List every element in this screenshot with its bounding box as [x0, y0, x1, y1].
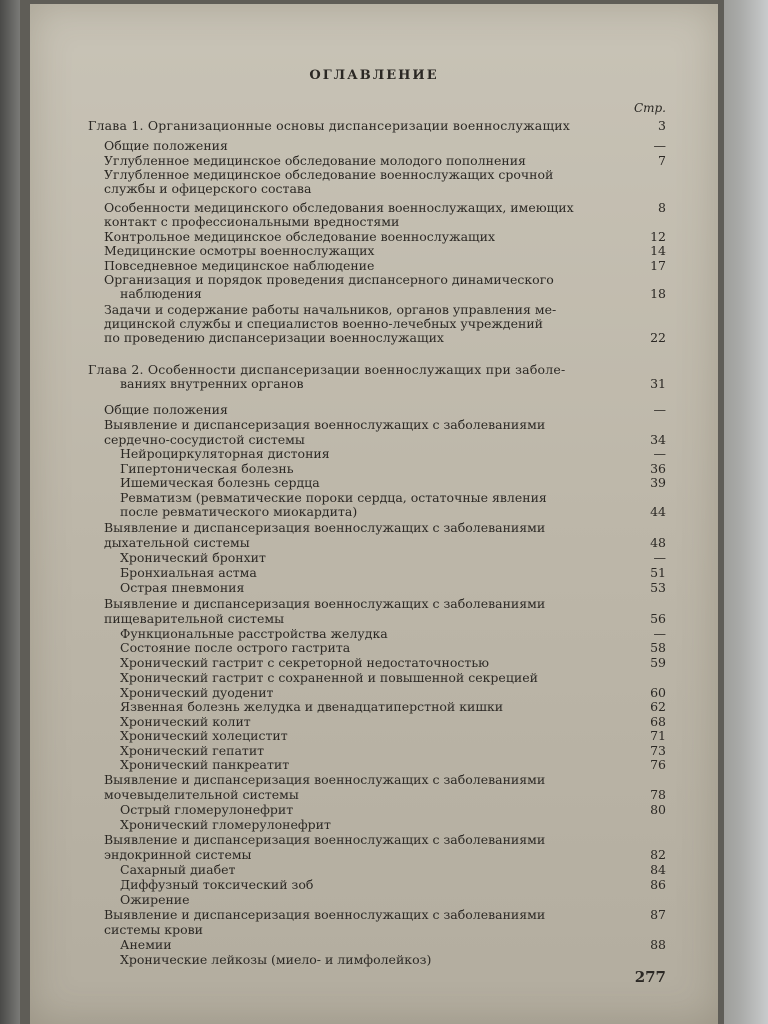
toc-entry-page-number: —: [653, 626, 666, 641]
toc-entry-text: Контрольное медицинское обследование военнослужащих: [104, 229, 496, 244]
toc-entry-text: после ревматического миокардита): [120, 504, 358, 519]
toc-entry-text: дыхательной системы: [104, 535, 250, 550]
toc-entry-page-number: 78: [650, 787, 666, 802]
toc-entry-text: Хронический холецистит: [120, 728, 288, 743]
toc-entry-text: Ишемическая болезнь сердца: [120, 475, 320, 490]
toc-entry-page-number: 48: [650, 535, 666, 550]
toc-entry-page-number: 14: [650, 243, 666, 258]
toc-entry-text: Острая пневмония: [120, 580, 245, 595]
toc-entry-text: ваниях внутренних органов: [120, 376, 304, 391]
toc-entry-text: Хронические лейкозы (миело- и лимфолейкоз): [120, 952, 432, 967]
toc-entry-text: Функциональные расстройства желудка: [120, 626, 388, 641]
book-page: [30, 4, 718, 1024]
toc-entry-text: Нейроциркуляторная дистония: [120, 446, 330, 461]
toc-entry-text: Острый гломерулонефрит: [120, 802, 294, 817]
toc-entry-text: Бронхиальная астма: [120, 565, 257, 580]
toc-entry-text: Выявление и диспансеризация военнослужащих с заболеваниями: [104, 772, 546, 787]
page-number: 277: [634, 968, 666, 986]
toc-entry-text: Диффузный токсический зоб: [120, 877, 314, 892]
toc-entry-text: Хронический гломерулонефрит: [120, 817, 331, 832]
toc-entry-page-number: 44: [650, 504, 666, 519]
toc-entry-text: Особенности медицинского обследования военнослужащих, имеющих: [104, 200, 574, 215]
toc-entry-page-number: 58: [650, 640, 666, 655]
toc-entry-text: Глава 1. Организационные основы диспансеризации военнослужащих: [88, 118, 571, 133]
toc-entry-page-number: 53: [650, 580, 666, 595]
toc-entry-page-number: 17: [650, 258, 666, 273]
toc-entry-text: Выявление и диспансеризация военнослужащих с заболеваниями: [104, 520, 546, 535]
toc-entry-text: Задачи и содержание работы начальников, органов управления ме-: [104, 302, 557, 317]
toc-entry-text: пищеварительной системы: [104, 611, 285, 626]
toc-entry-text: Анемии: [120, 937, 172, 952]
toc-entry-text: Углубленное медицинское обследование военнослужащих срочной: [104, 167, 554, 182]
toc-entry-page-number: 51: [650, 565, 666, 580]
toc-entry-text: наблюдения: [120, 286, 202, 301]
toc-entry-text: Хронический дуоденит: [120, 685, 274, 700]
toc-entry-text: Хронический гепатит: [120, 743, 265, 758]
toc-entry-text: дицинской службы и специалистов военно-лечебных учреждений: [104, 316, 544, 331]
toc-entry-text: Выявление и диспансеризация военнослужащих с заболеваниями: [104, 907, 546, 922]
toc-entry-page-number: 73: [650, 743, 666, 758]
toc-entry-text: Выявление и диспансеризация военнослужащих с заболеваниями: [104, 417, 546, 432]
toc-entry-text: Хронический панкреатит: [120, 757, 290, 772]
toc-entry-text: эндокринной системы: [104, 847, 252, 862]
toc-entry-page-number: 34: [650, 432, 666, 447]
toc-entry-text: Хронический колит: [120, 714, 251, 729]
toc-entry-page-number: 12: [650, 229, 666, 244]
toc-entry-text: мочевыделительной системы: [104, 787, 299, 802]
toc-entry-text: Организация и порядок проведения диспансерного динамического: [104, 272, 554, 287]
toc-entry-page-number: —: [653, 138, 666, 153]
toc-entry-text: контакт с профессиональными вредностями: [104, 214, 400, 229]
page-title: ОГЛАВЛЕНИЕ: [309, 68, 439, 83]
toc-entry-page-number: 80: [650, 802, 666, 817]
toc-entry-page-number: 18: [650, 286, 666, 301]
toc-entry-page-number: 86: [650, 877, 666, 892]
toc-entry-page-number: —: [653, 446, 666, 461]
toc-entry-page-number: —: [653, 550, 666, 565]
toc-entry-page-number: 68: [650, 714, 666, 729]
toc-entry-page-number: 71: [650, 728, 666, 743]
toc-entry-page-number: 31: [650, 376, 666, 391]
toc-entry-page-number: 84: [650, 862, 666, 877]
toc-entry-page-number: 60: [650, 685, 666, 700]
toc-entry-text: Общие положения: [104, 402, 228, 417]
toc-entry-page-number: 56: [650, 611, 666, 626]
toc-entry-text: Ожирение: [120, 892, 190, 907]
toc-entry-page-number: 59: [650, 655, 666, 670]
toc-entry-text: Хронический гастрит с секреторной недостаточностью: [120, 655, 490, 670]
toc-entry-page-number: 22: [650, 330, 666, 345]
page-column-label: Стр.: [633, 101, 666, 115]
toc-entry-page-number: 3: [658, 118, 666, 133]
toc-entry-page-number: 87: [650, 907, 666, 922]
toc-entry-text: Хронический гастрит с сохраненной и повышенной секрецией: [120, 670, 538, 685]
toc-entry-text: Состояние после острого гастрита: [120, 640, 351, 655]
toc-entry-page-number: 76: [650, 757, 666, 772]
toc-entry-text: Язвенная болезнь желудка и двенадцатиперстной кишки: [120, 699, 504, 714]
toc-entry-page-number: —: [653, 402, 666, 417]
toc-entry-text: Хронический бронхит: [120, 550, 266, 565]
toc-entry-page-number: 62: [650, 699, 666, 714]
toc-entry-page-number: 88: [650, 937, 666, 952]
toc-entry-text: Выявление и диспансеризация военнослужащих с заболеваниями: [104, 832, 546, 847]
toc-entry-page-number: 82: [650, 847, 666, 862]
toc-entry-text: Медицинские осмотры военнослужащих: [104, 243, 375, 258]
toc-entry-text: Глава 2. Особенности диспансеризации военнослужащих при заболе-: [88, 362, 566, 377]
toc-entry-text: системы крови: [104, 922, 203, 937]
toc-entry-text: Сахарный диабет: [120, 862, 236, 877]
toc-entry-text: сердечно-сосудистой системы: [104, 432, 305, 447]
toc-entry-text: Углубленное медицинское обследование молодого пополнения: [104, 153, 526, 168]
toc-entry-page-number: 7: [658, 153, 666, 168]
toc-entry-text: по проведению диспансеризации военнослужащих: [104, 330, 444, 345]
toc-entry-page-number: 36: [650, 461, 666, 476]
toc-entry-text: службы и офицерского состава: [104, 181, 312, 196]
toc-entry-text: Выявление и диспансеризация военнослужащих с заболеваниями: [104, 596, 546, 611]
toc-entry-text: Ревматизм (ревматические пороки сердца, остаточные явления: [120, 490, 547, 505]
toc-entry-page-number: 8: [658, 200, 666, 215]
toc-entry-page-number: 39: [650, 475, 666, 490]
toc-entry-text: Гипертоническая болезнь: [120, 461, 294, 476]
toc-entry-text: Повседневное медицинское наблюдение: [104, 258, 375, 273]
toc-entry-text: Общие положения: [104, 138, 228, 153]
